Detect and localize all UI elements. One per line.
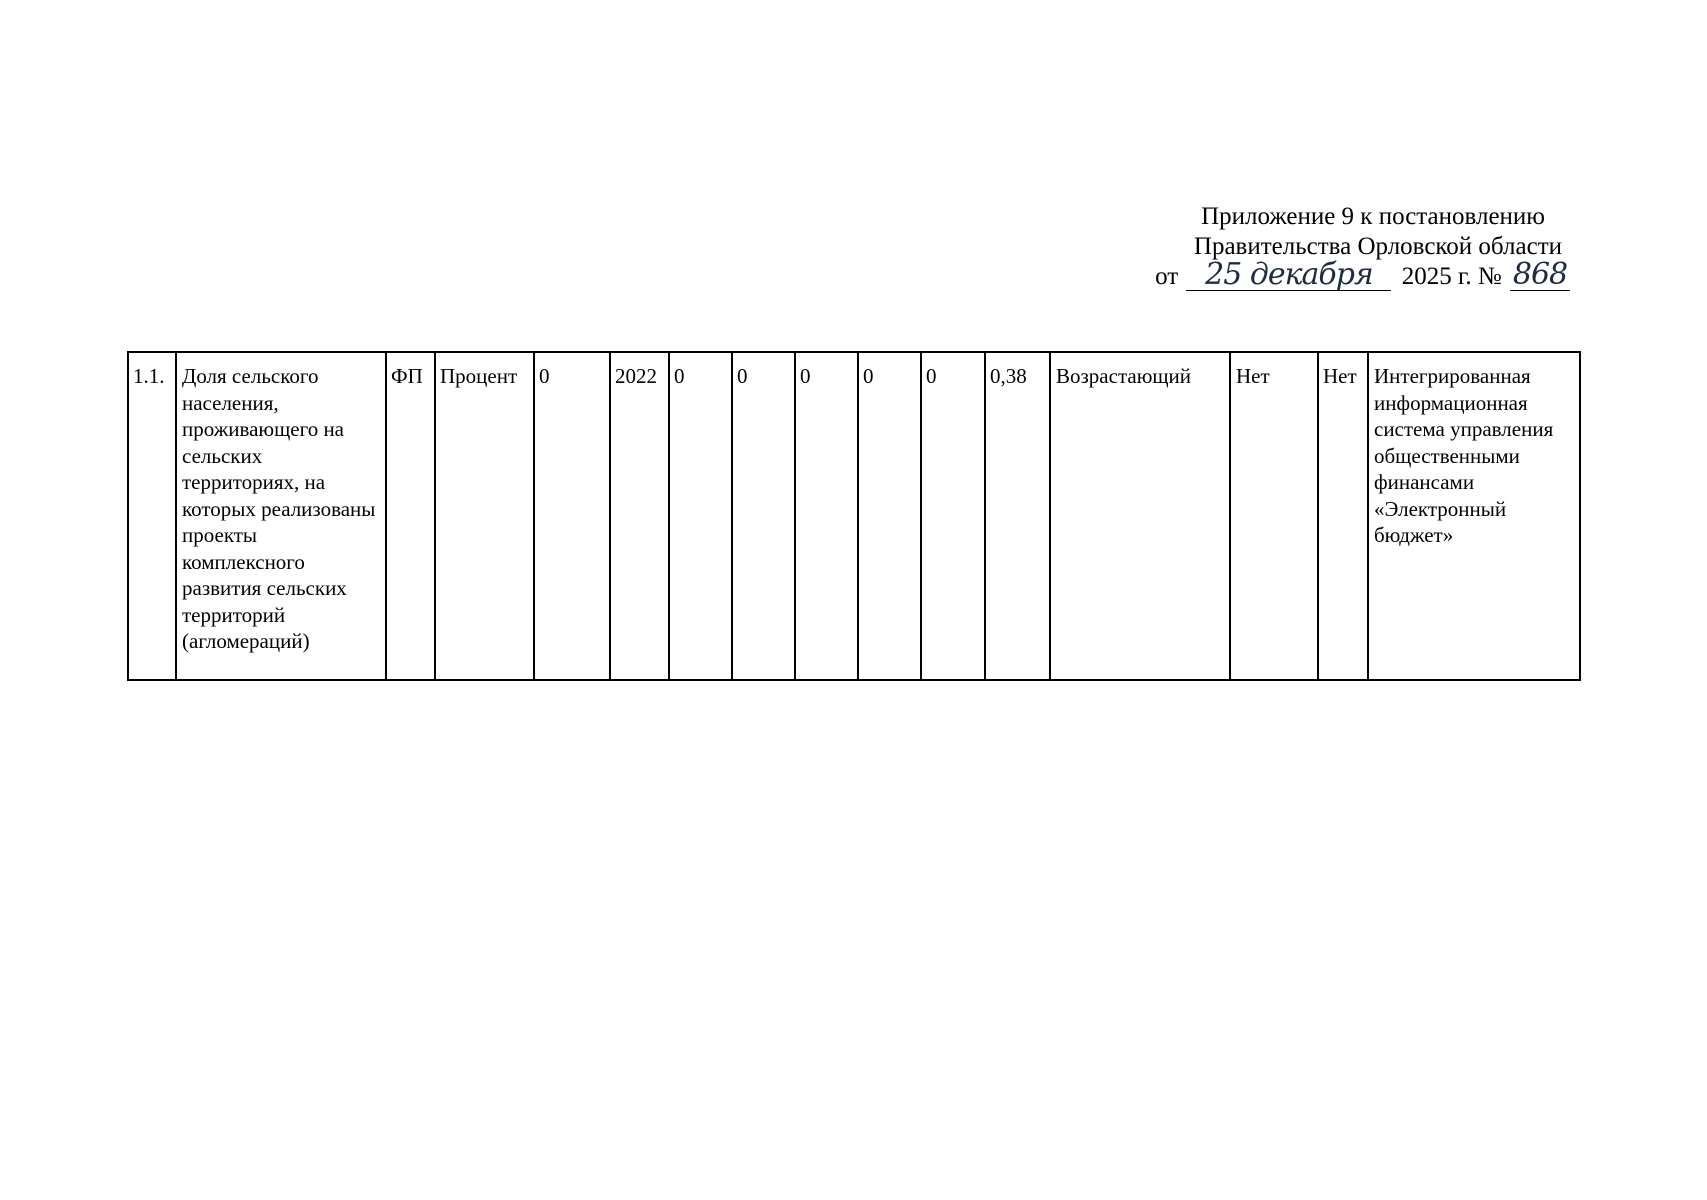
- cell-indicator-name: Доля сельского населения, проживающего на сельских территориях, на которых реализованы проекты комплексного развития сельских территорий (агломераций): [176, 352, 386, 680]
- date-prefix: от: [1155, 263, 1179, 290]
- appendix-date-line: [1100, 257, 1570, 292]
- handwritten-number: 868: [1512, 257, 1568, 292]
- cell-value-5: 0: [921, 352, 985, 680]
- handwritten-date: 25 декабря: [1205, 257, 1373, 292]
- cell-base-year: 2022: [610, 352, 669, 680]
- indicator-table: [127, 351, 1581, 681]
- table-row: [128, 352, 1580, 680]
- cell-base-value: 0: [534, 352, 610, 680]
- cell-trend: Возрастающий: [1050, 352, 1230, 680]
- cell-value-3: 0: [795, 352, 858, 680]
- cell-value-1: 0: [669, 352, 732, 680]
- cell-level: ФП: [386, 352, 435, 680]
- cell-value-6: 0,38: [985, 352, 1050, 680]
- appendix-title: Приложение 9 к постановлению: [1201, 203, 1545, 230]
- date-year-number: 2025 г. №: [1401, 263, 1502, 290]
- number-blank: [1510, 257, 1570, 292]
- cell-unit: Процент: [435, 352, 534, 680]
- cell-value-2: 0: [732, 352, 795, 680]
- cell-flag-2: Нет: [1318, 352, 1368, 680]
- date-blank: [1186, 257, 1391, 292]
- cell-value-4: 0: [858, 352, 921, 680]
- cell-data-source: Интегрированная информационная система управления общественными финансами «Электронный бюджет»: [1368, 352, 1580, 680]
- appendix-header: [1100, 202, 1570, 292]
- appendix-government: Правительства Орловской области: [1193, 233, 1562, 260]
- cell-number: 1.1.: [128, 352, 176, 680]
- cell-flag-1: Нет: [1230, 352, 1318, 680]
